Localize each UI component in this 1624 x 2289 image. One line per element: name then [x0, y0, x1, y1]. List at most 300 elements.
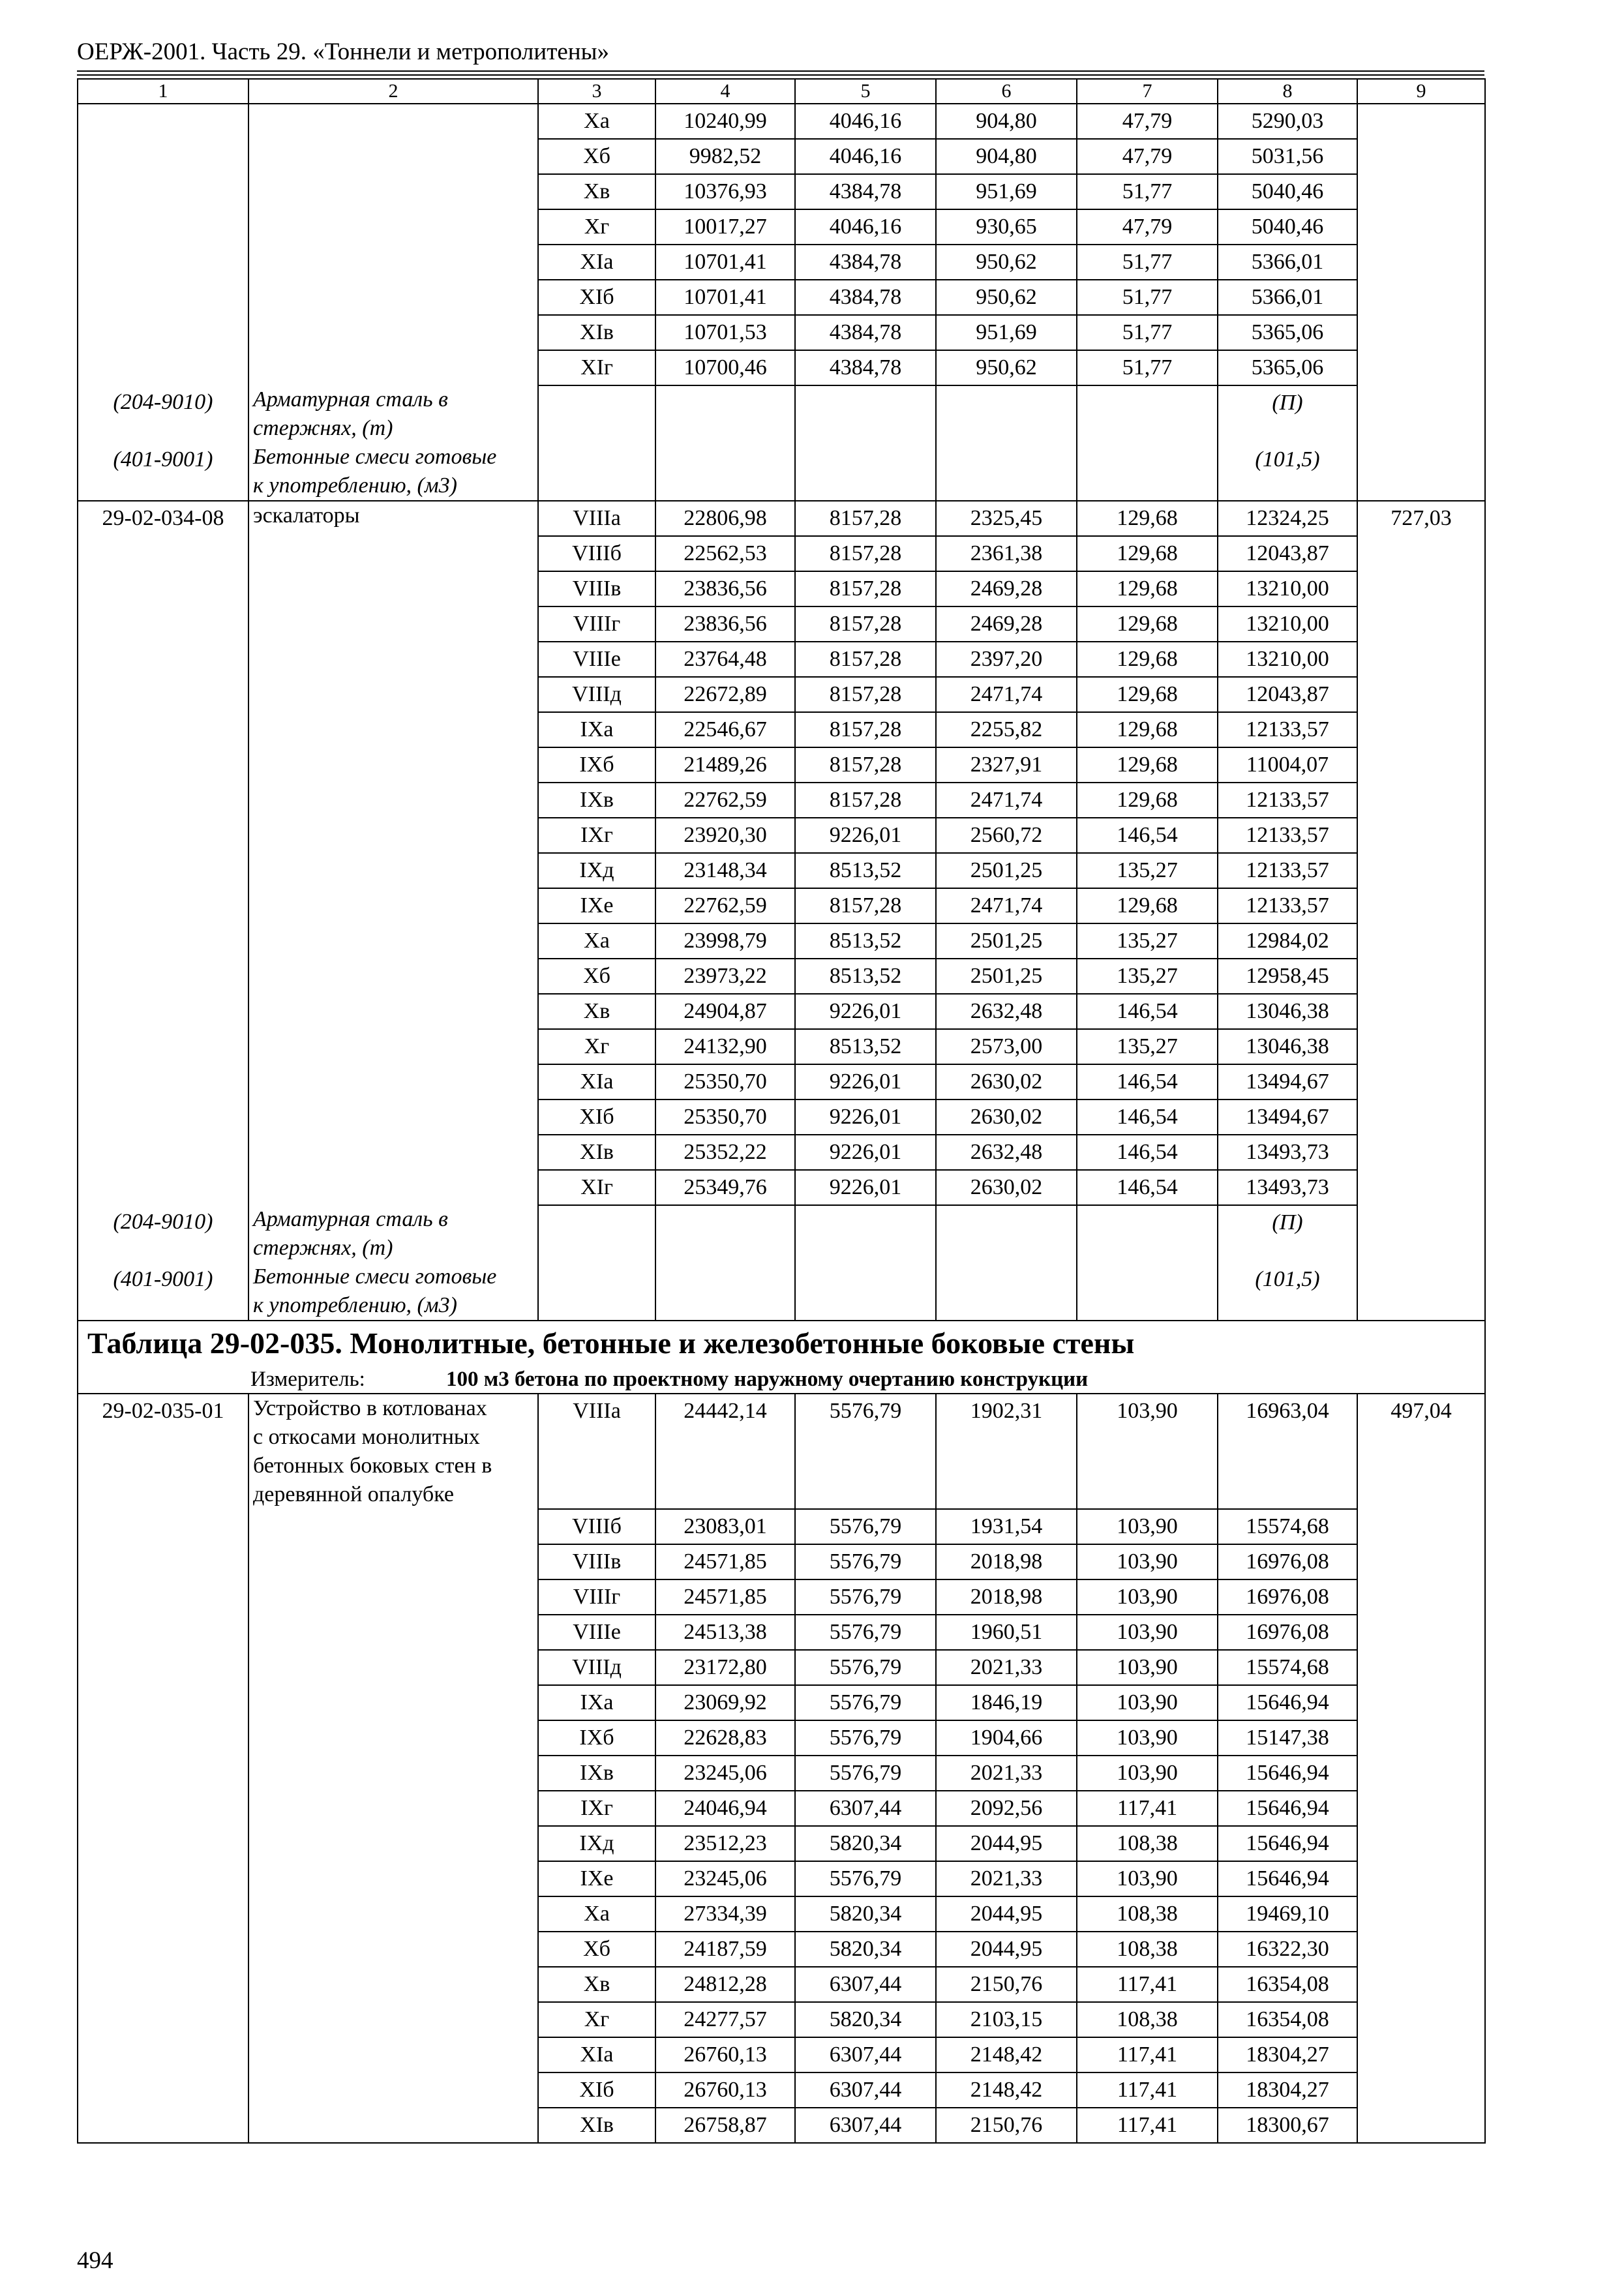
name-cell — [248, 712, 538, 747]
col9-cell — [1357, 1064, 1485, 1100]
zone-cell: VIIIе — [538, 642, 655, 677]
name-line: деревянной опалубке — [253, 1482, 454, 1506]
table-row — [78, 1861, 1485, 1896]
header-rule-2 — [77, 74, 1484, 76]
value-cell: 2150,76 — [936, 2108, 1077, 2143]
value-cell: 117,41 — [1077, 1791, 1218, 1826]
table-row — [78, 1579, 1485, 1615]
code-cell — [78, 1720, 248, 1756]
empty-cell — [936, 385, 1077, 443]
table-row — [78, 536, 1485, 571]
col9-cell — [1357, 747, 1485, 783]
value-cell: 13493,73 — [1218, 1170, 1357, 1205]
value-cell: 5366,01 — [1218, 280, 1357, 315]
col9-cell — [1357, 1685, 1485, 1720]
page-number: 494 — [77, 2247, 113, 2274]
resource-name-line: к употреблению, (м3) — [253, 473, 457, 498]
value-cell: 5040,46 — [1218, 174, 1357, 209]
col9-cell — [1357, 1135, 1485, 1170]
col9-cell — [1357, 818, 1485, 853]
value-cell: 950,62 — [936, 245, 1077, 280]
resource-name-line: стержнях, (т) — [253, 416, 393, 440]
code-cell — [78, 1029, 248, 1064]
code-cell — [78, 1932, 248, 1967]
table-row — [78, 1685, 1485, 1720]
value-cell: 22546,67 — [655, 712, 795, 747]
value-cell: 51,77 — [1077, 245, 1218, 280]
measure-value: 100 м3 бетона по проектному наружному очертанию конструкции — [446, 1368, 1089, 1391]
value-cell: 5366,01 — [1218, 245, 1357, 280]
value-cell: 23083,01 — [655, 1509, 795, 1544]
value-cell: 23836,56 — [655, 571, 795, 606]
empty-cell — [655, 443, 795, 501]
resource-row — [78, 385, 1485, 443]
resource-row — [78, 1263, 1485, 1321]
value-cell: 2632,48 — [936, 994, 1077, 1029]
zone-cell: Xг — [538, 1029, 655, 1064]
empty-cell — [795, 385, 936, 443]
name-cell — [248, 1064, 538, 1100]
col9-cell — [1357, 1861, 1485, 1896]
zone-cell: IXа — [538, 712, 655, 747]
value-cell: 16976,08 — [1218, 1615, 1357, 1650]
resource-row — [78, 1205, 1485, 1263]
name-cell — [248, 853, 538, 888]
zone-cell: VIIIг — [538, 606, 655, 642]
name-cell — [248, 994, 538, 1029]
table-row — [78, 642, 1485, 677]
value-cell: 4384,78 — [795, 245, 936, 280]
name-cell — [248, 783, 538, 818]
zone-cell: IXе — [538, 888, 655, 923]
value-cell: 108,38 — [1077, 1826, 1218, 1861]
value-cell: 25350,70 — [655, 1100, 795, 1135]
name-cell — [248, 1896, 538, 1932]
zone-cell: Xв — [538, 174, 655, 209]
table-row — [78, 1967, 1485, 2002]
value-cell: 103,90 — [1077, 1544, 1218, 1579]
value-cell: 117,41 — [1077, 2108, 1218, 2143]
value-cell: 24277,57 — [655, 2002, 795, 2037]
code-cell — [78, 1967, 248, 2002]
resource-code: (204-9010) — [78, 385, 248, 443]
value-cell: 129,68 — [1077, 712, 1218, 747]
name-cell — [248, 2002, 538, 2037]
column-header: 6 — [936, 79, 1077, 104]
zone-cell: VIIIа — [538, 501, 655, 536]
value-cell: 2471,74 — [936, 888, 1077, 923]
name-cell — [248, 888, 538, 923]
code-cell — [78, 1170, 248, 1205]
value-cell: 5820,34 — [795, 1826, 936, 1861]
value-cell: 22672,89 — [655, 677, 795, 712]
table-row — [78, 104, 1485, 139]
value-cell: 2150,76 — [936, 1967, 1077, 2002]
zone-cell: XIа — [538, 1064, 655, 1100]
value-cell: 129,68 — [1077, 571, 1218, 606]
value-cell: 5365,06 — [1218, 315, 1357, 350]
value-cell: 16963,04 — [1218, 1394, 1357, 1509]
col9-cell — [1357, 104, 1485, 139]
code-cell — [78, 1544, 248, 1579]
resource-code: (401-9001) — [78, 1263, 248, 1321]
table-row — [78, 606, 1485, 642]
value-cell: 2469,28 — [936, 571, 1077, 606]
value-cell: 24132,90 — [655, 1029, 795, 1064]
value-cell: 12133,57 — [1218, 853, 1357, 888]
value-cell: 8157,28 — [795, 606, 936, 642]
value-cell: 15147,38 — [1218, 1720, 1357, 1756]
value-cell: 2044,95 — [936, 1932, 1077, 1967]
empty-cell — [936, 443, 1077, 501]
value-cell: 13046,38 — [1218, 994, 1357, 1029]
value-cell: 24187,59 — [655, 1932, 795, 1967]
value-cell: 5820,34 — [795, 2002, 936, 2037]
code-cell — [78, 923, 248, 959]
zone-cell: XIг — [538, 1170, 655, 1205]
value-cell: 2469,28 — [936, 606, 1077, 642]
value-cell: 129,68 — [1077, 501, 1218, 536]
resource-name-line: Арматурная сталь в — [253, 387, 448, 411]
name-cell — [248, 1720, 538, 1756]
col9-cell — [1357, 1826, 1485, 1861]
col9-cell — [1357, 1650, 1485, 1685]
value-cell: 15646,94 — [1218, 1756, 1357, 1791]
table-title-row — [78, 1321, 1485, 1394]
value-cell: 117,41 — [1077, 2037, 1218, 2072]
value-cell: 9226,01 — [795, 818, 936, 853]
col9-cell — [1357, 2108, 1485, 2143]
value-cell: 12133,57 — [1218, 818, 1357, 853]
name-cell — [248, 139, 538, 174]
value-cell: 103,90 — [1077, 1756, 1218, 1791]
empty-cell — [1077, 443, 1218, 501]
table-row — [78, 280, 1485, 315]
table-title-cell — [78, 1321, 1485, 1394]
zone-cell: Xб — [538, 1932, 655, 1967]
code-cell — [78, 642, 248, 677]
table-row — [78, 1720, 1485, 1756]
code-cell — [78, 1896, 248, 1932]
col9-cell — [1357, 923, 1485, 959]
name-cell — [248, 1650, 538, 1685]
value-cell: 23069,92 — [655, 1685, 795, 1720]
table-row — [78, 1509, 1485, 1544]
col9-cell — [1357, 174, 1485, 209]
name-cell — [248, 959, 538, 994]
value-cell: 5576,79 — [795, 1615, 936, 1650]
table-row — [78, 1544, 1485, 1579]
value-cell: 950,62 — [936, 350, 1077, 385]
zone-cell: Xб — [538, 959, 655, 994]
code-cell — [78, 1791, 248, 1826]
name-cell — [248, 818, 538, 853]
col9-cell — [1357, 853, 1485, 888]
name-cell: эскалаторы — [248, 501, 538, 536]
value-cell: 2630,02 — [936, 1100, 1077, 1135]
name-cell — [248, 315, 538, 350]
value-cell: 5576,79 — [795, 1650, 936, 1685]
code-cell — [78, 1756, 248, 1791]
zone-cell: IXв — [538, 1756, 655, 1791]
resource-name-line: Арматурная сталь в — [253, 1207, 448, 1231]
empty-cell — [1077, 1205, 1218, 1263]
value-cell: 26758,87 — [655, 2108, 795, 2143]
value-cell: 117,41 — [1077, 1967, 1218, 2002]
rates-table — [77, 78, 1486, 2144]
value-cell: 904,80 — [936, 139, 1077, 174]
code-cell — [78, 139, 248, 174]
empty-cell — [538, 1205, 655, 1263]
value-cell: 951,69 — [936, 315, 1077, 350]
value-cell: 15646,94 — [1218, 1826, 1357, 1861]
zone-cell: IXд — [538, 853, 655, 888]
col9-cell — [1357, 536, 1485, 571]
code-cell — [78, 959, 248, 994]
value-cell: 5576,79 — [795, 1861, 936, 1896]
code-cell — [78, 1579, 248, 1615]
value-cell: 2397,20 — [936, 642, 1077, 677]
zone-cell: XIб — [538, 280, 655, 315]
col9-cell — [1357, 1932, 1485, 1967]
table-row — [78, 2002, 1485, 2037]
code-cell — [78, 994, 248, 1029]
zone-cell: VIIIг — [538, 1579, 655, 1615]
col9-cell — [1357, 139, 1485, 174]
value-cell: 25352,22 — [655, 1135, 795, 1170]
value-cell: 12133,57 — [1218, 783, 1357, 818]
table-row — [78, 747, 1485, 783]
table-row — [78, 1932, 1485, 1967]
value-cell: 146,54 — [1077, 1100, 1218, 1135]
col9-cell — [1357, 2037, 1485, 2072]
value-cell: 10701,41 — [655, 280, 795, 315]
value-cell: 8157,28 — [795, 712, 936, 747]
value-cell: 12958,45 — [1218, 959, 1357, 994]
code-cell — [78, 536, 248, 571]
value-cell: 47,79 — [1077, 104, 1218, 139]
value-cell: 103,90 — [1077, 1720, 1218, 1756]
code-cell — [78, 1685, 248, 1720]
value-cell: 2103,15 — [936, 2002, 1077, 2037]
value-cell: 12043,87 — [1218, 536, 1357, 571]
value-cell: 5576,79 — [795, 1509, 936, 1544]
code-cell — [78, 2037, 248, 2072]
table-row — [78, 245, 1485, 280]
empty-cell — [655, 385, 795, 443]
column-header-row — [78, 79, 1485, 104]
empty-cell — [1357, 1263, 1485, 1321]
code-cell — [78, 2072, 248, 2108]
table-row — [78, 1791, 1485, 1826]
value-cell: 103,90 — [1077, 1615, 1218, 1650]
value-cell: 24571,85 — [655, 1544, 795, 1579]
resource-code: (401-9001) — [78, 443, 248, 501]
value-cell: 23245,06 — [655, 1756, 795, 1791]
col9-cell — [1357, 959, 1485, 994]
code-cell — [78, 712, 248, 747]
value-cell: 2327,91 — [936, 747, 1077, 783]
col9-cell — [1357, 1896, 1485, 1932]
zone-cell: VIIIе — [538, 1615, 655, 1650]
empty-cell — [655, 1263, 795, 1321]
value-cell: 23148,34 — [655, 853, 795, 888]
table-title: Таблица 29-02-035. Монолитные, бетонные и железобетонные боковые стены — [87, 1326, 1135, 1360]
value-cell: 19469,10 — [1218, 1896, 1357, 1932]
code-cell: 29-02-034-08 — [78, 501, 248, 536]
resource-value: (101,5) — [1218, 443, 1357, 501]
value-cell: 13494,67 — [1218, 1100, 1357, 1135]
value-cell: 23998,79 — [655, 923, 795, 959]
empty-cell — [795, 1263, 936, 1321]
zone-cell: XIв — [538, 2108, 655, 2143]
column-header: 8 — [1218, 79, 1357, 104]
col9-cell — [1357, 888, 1485, 923]
value-cell: 2092,56 — [936, 1791, 1077, 1826]
value-cell: 930,65 — [936, 209, 1077, 245]
table-row — [78, 1756, 1485, 1791]
name-cell — [248, 350, 538, 385]
zone-cell: XIв — [538, 1135, 655, 1170]
empty-cell — [1077, 1263, 1218, 1321]
name-cell — [248, 606, 538, 642]
zone-cell: VIIIб — [538, 536, 655, 571]
value-cell: 4046,16 — [795, 104, 936, 139]
value-cell: 25350,70 — [655, 1064, 795, 1100]
column-header: 1 — [78, 79, 248, 104]
value-cell: 2148,42 — [936, 2072, 1077, 2108]
value-cell: 4384,78 — [795, 174, 936, 209]
value-cell: 5820,34 — [795, 1896, 936, 1932]
column-header: 5 — [795, 79, 936, 104]
zone-cell: XIа — [538, 2037, 655, 2072]
value-cell: 9982,52 — [655, 139, 795, 174]
value-cell: 15574,68 — [1218, 1650, 1357, 1685]
value-cell: 5820,34 — [795, 1932, 936, 1967]
value-cell: 15646,94 — [1218, 1791, 1357, 1826]
value-cell: 129,68 — [1077, 642, 1218, 677]
name-cell — [248, 104, 538, 139]
col9-cell — [1357, 1791, 1485, 1826]
zone-cell: XIг — [538, 350, 655, 385]
name-cell — [248, 280, 538, 315]
column-header: 4 — [655, 79, 795, 104]
value-cell: 2573,00 — [936, 1029, 1077, 1064]
resource-value: (П) — [1218, 385, 1357, 443]
value-cell: 129,68 — [1077, 783, 1218, 818]
col9-cell — [1357, 1615, 1485, 1650]
resource-name — [248, 385, 538, 443]
value-cell: 8513,52 — [795, 1029, 936, 1064]
value-cell: 24904,87 — [655, 994, 795, 1029]
col9-cell: 497,04 — [1357, 1394, 1485, 1509]
value-cell: 2630,02 — [936, 1064, 1077, 1100]
value-cell: 2361,38 — [936, 536, 1077, 571]
value-cell: 8513,52 — [795, 853, 936, 888]
name-cell — [248, 571, 538, 606]
value-cell: 16976,08 — [1218, 1544, 1357, 1579]
name-cell — [248, 1932, 538, 1967]
value-cell: 26760,13 — [655, 2072, 795, 2108]
value-cell: 24442,14 — [655, 1394, 795, 1509]
value-cell: 16322,30 — [1218, 1932, 1357, 1967]
name-cell — [248, 923, 538, 959]
value-cell: 13210,00 — [1218, 606, 1357, 642]
value-cell: 108,38 — [1077, 1932, 1218, 1967]
resource-name-line: Бетонные смеси готовые — [253, 1264, 497, 1289]
value-cell: 146,54 — [1077, 1170, 1218, 1205]
zone-cell: Xа — [538, 923, 655, 959]
table-row — [78, 1650, 1485, 1685]
value-cell: 2630,02 — [936, 1170, 1077, 1205]
value-cell: 9226,01 — [795, 1170, 936, 1205]
value-cell: 22762,59 — [655, 783, 795, 818]
table-row — [78, 1394, 1485, 1509]
value-cell: 10017,27 — [655, 209, 795, 245]
value-cell: 23172,80 — [655, 1650, 795, 1685]
col9-cell — [1357, 2072, 1485, 2108]
empty-cell — [1357, 443, 1485, 501]
zone-cell: VIIIб — [538, 1509, 655, 1544]
col9-cell — [1357, 1967, 1485, 2002]
code-cell — [78, 853, 248, 888]
value-cell: 13210,00 — [1218, 642, 1357, 677]
value-cell: 15646,94 — [1218, 1685, 1357, 1720]
value-cell: 2471,74 — [936, 783, 1077, 818]
code-cell — [78, 1509, 248, 1544]
value-cell: 4384,78 — [795, 315, 936, 350]
value-cell: 904,80 — [936, 104, 1077, 139]
column-header: 3 — [538, 79, 655, 104]
zone-cell: VIIIа — [538, 1394, 655, 1509]
col9-cell — [1357, 315, 1485, 350]
table-row — [78, 1064, 1485, 1100]
value-cell: 12043,87 — [1218, 677, 1357, 712]
page-header: ОЕРЖ-2001. Часть 29. «Тоннели и метрополитены» — [77, 38, 609, 65]
table-row — [78, 853, 1485, 888]
resource-value: (101,5) — [1218, 1263, 1357, 1321]
value-cell: 12324,25 — [1218, 501, 1357, 536]
table-row — [78, 1826, 1485, 1861]
value-cell: 12133,57 — [1218, 712, 1357, 747]
name-cell — [248, 174, 538, 209]
col9-cell — [1357, 677, 1485, 712]
value-cell: 13046,38 — [1218, 1029, 1357, 1064]
value-cell: 2044,95 — [936, 1896, 1077, 1932]
value-cell: 8157,28 — [795, 501, 936, 536]
zone-cell: IXе — [538, 1861, 655, 1896]
name-cell — [248, 209, 538, 245]
table-row — [78, 139, 1485, 174]
value-cell: 129,68 — [1077, 747, 1218, 783]
value-cell: 9226,01 — [795, 1135, 936, 1170]
code-cell — [78, 245, 248, 280]
value-cell: 9226,01 — [795, 1100, 936, 1135]
value-cell: 10701,53 — [655, 315, 795, 350]
name-cell — [248, 1170, 538, 1205]
value-cell: 2501,25 — [936, 853, 1077, 888]
table-row — [78, 959, 1485, 994]
value-cell: 6307,44 — [795, 2108, 936, 2143]
value-cell: 951,69 — [936, 174, 1077, 209]
table-row — [78, 209, 1485, 245]
value-cell: 2501,25 — [936, 959, 1077, 994]
name-cell — [248, 1100, 538, 1135]
col9-cell — [1357, 1100, 1485, 1135]
value-cell: 146,54 — [1077, 1135, 1218, 1170]
name-cell — [248, 1579, 538, 1615]
col9-cell — [1357, 245, 1485, 280]
